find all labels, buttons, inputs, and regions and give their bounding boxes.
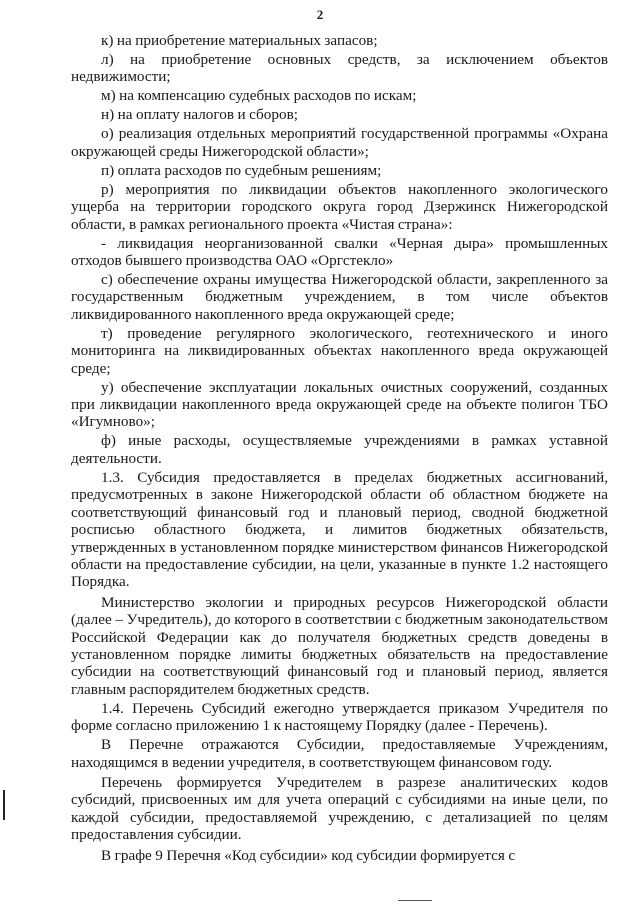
paragraph-item-o: о) реализация отдельных мероприятий государственной программы «Охрана окружающей среды Нижегородской области»; — [71, 125, 608, 160]
paragraph-item-n: н) на оплату налогов и сборов; — [101, 106, 298, 124]
paragraph-item-u: у) обеспечение эксплуатации локальных очистных сооружений, созданных при ликвидации накопленного вреда окружающей среде на объекте полигон ТБО «Игумново»; — [71, 378, 608, 431]
bottom-scan-line — [398, 900, 432, 901]
paragraph-item-m: м) на компенсацию судебных расходов по искам; — [101, 87, 417, 105]
paragraph-subitem-dash: - ликвидация неорганизованной свалки «Черная дыра» промышленных отходов бывшего производства ОАО «Оргстекло» — [71, 234, 608, 270]
document-body — [71, 32, 608, 864]
paragraph-column-9: В графе 9 Перечня «Код субсидии» код субсидии формируется с — [101, 846, 516, 864]
paragraph-item-f: ф) иные расходы, осуществляемые учреждениями в рамках уставной деятельности. — [71, 432, 608, 467]
paragraph-item-s: с) обеспечение охраны имущества Нижегородской области, закрепленного за государственным бюджетным учреждением, в том числе объектов ликвидированного накопленного вреда окружающей среде; — [71, 271, 608, 323]
paragraph-ministry: Министерство экологии и природных ресурсов Нижегородской области (далее – Учредитель), до которого в соответствии с бюджетным законодательством Российской Федерации как до получателя бюджетных средств доведены в установленном порядке лимиты бюджетных обязательств на предоставление субсидии на соответствующий финансовый год и плановый период, является главным распорядителем бюджетных средств. — [71, 593, 608, 698]
paragraph-clause-1-4: 1.4. Перечень Субсидий ежегодно утверждается приказом Учредителя по форме согласно приложению 1 к настоящему Порядку (далее - Перечень). — [71, 699, 608, 735]
paragraph-item-r: р) мероприятия по ликвидации объектов накопленного экологического ущерба на территории городского округа город Дзержинск Нижегородской области, в рамках регионального проекта «Чистая страна»: — [71, 180, 608, 233]
margin-scan-mark — [3, 790, 5, 820]
page-number: 2 — [316, 7, 324, 22]
paragraph-item-p: п) оплата расходов по судебным решениям; — [101, 161, 382, 179]
paragraph-item-k: к) на приобретение материальных запасов; — [101, 32, 378, 49]
paragraph-list-reflects: В Перечне отражаются Субсидии, предоставляемые Учреждениям, находящимся в ведении учредителя, в соответствующем финансовом году. — [71, 736, 608, 771]
paragraph-list-formed: Перечень формируется Учредителем в разрезе аналитических кодов субсидий, присвоенных им для учета операций с субсидиями на иные цели, по каждой субсидии, предоставляемой учреждению, с детализацией по целям предоставления субсидии. — [71, 773, 608, 844]
paragraph-clause-1-3: 1.3. Субсидия предоставляется в пределах бюджетных ассигнований, предусмотренных в законе Нижегородской области об областном бюджете на соответствующий финансовый год и плановый период, сводной бюджетной росписью областного бюджета, и лимитов бюджетных обязательств, утвержденных в установленном порядке министерством финансов Нижегородской области на предоставление субсидии, на цели, указанные в пункте 1.2 настоящего Порядка. — [71, 468, 608, 591]
paragraph-item-l: л) на приобретение основных средств, за исключением объектов недвижимости; — [71, 51, 608, 86]
paragraph-item-t: т) проведение регулярного экологического, геотехнического и иного мониторинга на ликвидированных объектах накопленного вреда окружающей среде; — [71, 324, 608, 377]
